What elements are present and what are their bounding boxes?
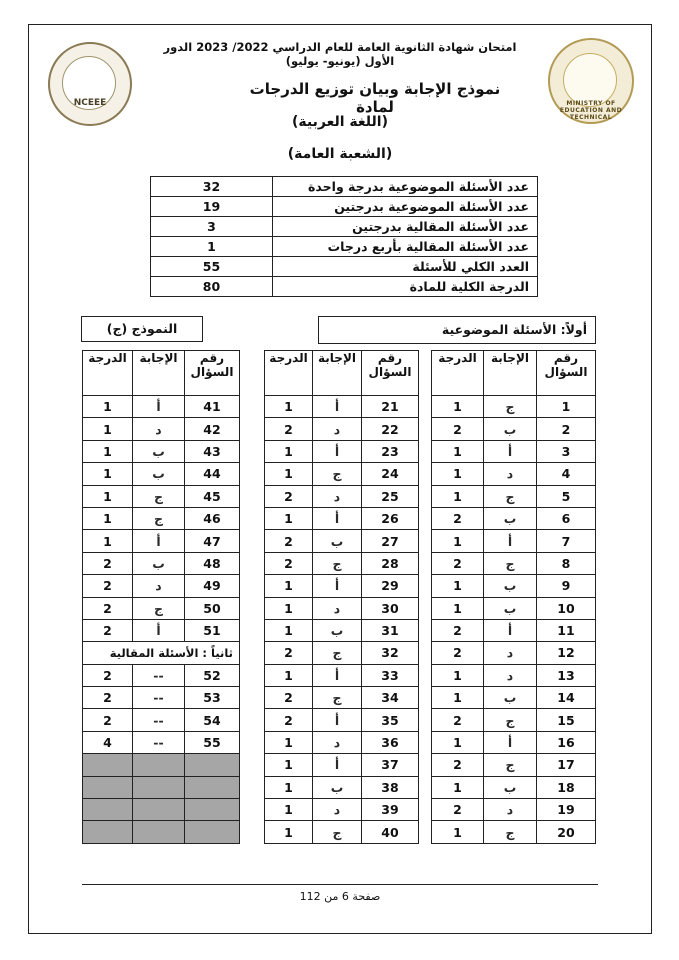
question-number: 38	[362, 776, 419, 798]
answer-choice: ب	[313, 530, 362, 552]
answer-choice: ب	[133, 552, 185, 574]
answer-row	[432, 799, 596, 821]
question-number: 41	[185, 396, 240, 418]
question-grade: 1	[432, 664, 484, 686]
answer-row	[265, 552, 419, 574]
question-grade: 1	[83, 440, 133, 462]
shaded-cell	[83, 754, 133, 776]
answer-choice: ج	[133, 597, 185, 619]
answer-row	[83, 552, 240, 574]
question-grade: 2	[83, 664, 133, 686]
question-number: 16	[537, 731, 596, 753]
answer-choice: أ	[484, 731, 537, 753]
question-number: 35	[362, 709, 419, 731]
answer-choice: د	[313, 418, 362, 440]
question-number: 42	[185, 418, 240, 440]
answer-choice: أ	[313, 754, 362, 776]
blank-row	[83, 821, 240, 843]
answer-choice: --	[133, 664, 185, 686]
question-number: 29	[362, 575, 419, 597]
question-grade: 1	[265, 731, 313, 753]
answer-choice: أ	[484, 619, 537, 641]
answer-row	[83, 597, 240, 619]
answer-row	[265, 597, 419, 619]
col-header-answer: الإجابة	[484, 351, 537, 396]
shaded-cell	[133, 754, 185, 776]
answer-choice: ج	[133, 507, 185, 529]
question-grade: 2	[432, 507, 484, 529]
answer-choice: ب	[313, 619, 362, 641]
summary-value: 55	[151, 257, 273, 277]
answer-choice: ج	[313, 463, 362, 485]
answer-row	[432, 619, 596, 641]
answer-choice: د	[133, 418, 185, 440]
answer-row	[83, 619, 240, 641]
question-number: 48	[185, 552, 240, 574]
answer-choice: ب	[133, 440, 185, 462]
answer-choice: ب	[313, 776, 362, 798]
question-number: 17	[537, 754, 596, 776]
question-number: 50	[185, 597, 240, 619]
answer-row	[265, 731, 419, 753]
question-grade: 4	[83, 731, 133, 753]
answer-row	[265, 821, 419, 843]
question-number: 15	[537, 709, 596, 731]
question-grade: 1	[265, 575, 313, 597]
shaded-cell	[185, 821, 240, 843]
question-number: 11	[537, 619, 596, 641]
shaded-cell	[83, 821, 133, 843]
question-number: 1	[537, 396, 596, 418]
model-label: النموذج (ج)	[81, 316, 203, 342]
question-grade: 2	[265, 709, 313, 731]
question-grade: 1	[432, 440, 484, 462]
col-header-grade: الدرجة	[83, 351, 133, 396]
answer-row	[432, 463, 596, 485]
question-grade: 2	[432, 754, 484, 776]
question-grade: 2	[83, 709, 133, 731]
answer-row	[265, 799, 419, 821]
question-number: 32	[362, 642, 419, 664]
answer-row	[83, 687, 240, 709]
answer-choice: ب	[484, 687, 537, 709]
answer-row	[432, 821, 596, 843]
question-number: 39	[362, 799, 419, 821]
answer-table-3	[82, 350, 240, 844]
answer-row	[265, 530, 419, 552]
question-number: 8	[537, 552, 596, 574]
col-header-answer: الإجابة	[313, 351, 362, 396]
question-number: 45	[185, 485, 240, 507]
answer-row	[432, 396, 596, 418]
question-number: 7	[537, 530, 596, 552]
answer-row	[83, 575, 240, 597]
answer-choice: أ	[313, 709, 362, 731]
col-header-answer: الإجابة	[133, 351, 185, 396]
question-number: 37	[362, 754, 419, 776]
question-number: 24	[362, 463, 419, 485]
question-grade: 1	[432, 463, 484, 485]
answer-choice: د	[313, 485, 362, 507]
answer-choice: د	[313, 597, 362, 619]
answer-choice: ج	[484, 754, 537, 776]
question-number: 30	[362, 597, 419, 619]
question-grade: 1	[432, 821, 484, 843]
answer-table-2	[264, 350, 419, 844]
answer-choice: د	[133, 575, 185, 597]
question-number: 28	[362, 552, 419, 574]
question-grade: 1	[83, 396, 133, 418]
summary-row	[151, 257, 538, 277]
answer-row	[265, 485, 419, 507]
question-grade: 1	[432, 597, 484, 619]
answer-row	[83, 731, 240, 753]
question-grade: 1	[432, 396, 484, 418]
summary-row	[151, 177, 538, 197]
shaded-cell	[83, 799, 133, 821]
ministry-logo-text: MINISTRY OF EDUCATION AND TECHNICAL	[559, 100, 623, 121]
answer-choice: ج	[313, 552, 362, 574]
answer-row	[83, 530, 240, 552]
question-number: 21	[362, 396, 419, 418]
answer-choice: أ	[484, 530, 537, 552]
question-number: 25	[362, 485, 419, 507]
answer-row	[432, 440, 596, 462]
answer-choice: د	[484, 799, 537, 821]
answer-choice: ب	[484, 507, 537, 529]
answer-row	[432, 687, 596, 709]
answer-choice: ب	[484, 776, 537, 798]
question-grade: 1	[432, 485, 484, 507]
blank-row	[83, 754, 240, 776]
answer-choice: أ	[313, 507, 362, 529]
answer-row	[432, 485, 596, 507]
question-number: 3	[537, 440, 596, 462]
answer-choice: ب	[484, 575, 537, 597]
question-number: 26	[362, 507, 419, 529]
question-grade: 2	[265, 530, 313, 552]
question-grade: 1	[83, 530, 133, 552]
question-grade: 1	[83, 485, 133, 507]
answer-choice: أ	[313, 664, 362, 686]
question-number: 53	[185, 687, 240, 709]
answer-choice: د	[313, 731, 362, 753]
answer-row	[265, 418, 419, 440]
answer-choice: ج	[484, 552, 537, 574]
ministry-logo	[548, 38, 634, 124]
answer-choice: أ	[133, 619, 185, 641]
question-number: 5	[537, 485, 596, 507]
question-grade: 1	[83, 418, 133, 440]
question-grade: 2	[265, 552, 313, 574]
answer-row	[265, 709, 419, 731]
question-number: 9	[537, 575, 596, 597]
answer-choice: د	[484, 664, 537, 686]
answer-row	[432, 418, 596, 440]
question-number: 12	[537, 642, 596, 664]
question-grade: 1	[265, 664, 313, 686]
summary-label: عدد الأسئلة الموضوعية بدرجة واحدة	[273, 177, 538, 197]
blank-row	[83, 799, 240, 821]
question-number: 18	[537, 776, 596, 798]
answer-row	[265, 507, 419, 529]
summary-value: 32	[151, 177, 273, 197]
answer-row	[83, 709, 240, 731]
question-grade: 1	[265, 619, 313, 641]
answer-row	[83, 440, 240, 462]
nceee-logo-text: NCEEE	[73, 98, 107, 108]
question-number: 46	[185, 507, 240, 529]
answer-choice: أ	[313, 440, 362, 462]
question-grade: 1	[432, 575, 484, 597]
answer-choice: --	[133, 731, 185, 753]
summary-row	[151, 237, 538, 257]
summary-row	[151, 217, 538, 237]
answer-row	[83, 418, 240, 440]
answer-choice: ج	[313, 687, 362, 709]
question-grade: 2	[83, 619, 133, 641]
answer-row	[432, 597, 596, 619]
answer-choice: د	[313, 799, 362, 821]
answer-choice: د	[484, 642, 537, 664]
page-number: صفحة 6 من 112	[299, 890, 381, 903]
question-number: 49	[185, 575, 240, 597]
question-number: 33	[362, 664, 419, 686]
question-grade: 1	[83, 507, 133, 529]
question-grade: 1	[265, 821, 313, 843]
summary-label: العدد الكلي للأسئلة	[273, 257, 538, 277]
shaded-cell	[83, 776, 133, 798]
question-number: 34	[362, 687, 419, 709]
blank-row	[83, 776, 240, 798]
answer-choice: ج	[484, 821, 537, 843]
answer-row	[265, 575, 419, 597]
essay-header-row	[83, 642, 240, 664]
question-number: 13	[537, 664, 596, 686]
question-number: 55	[185, 731, 240, 753]
question-number: 52	[185, 664, 240, 686]
question-number: 4	[537, 463, 596, 485]
question-number: 23	[362, 440, 419, 462]
question-grade: 1	[432, 731, 484, 753]
answer-row	[265, 776, 419, 798]
question-number: 2	[537, 418, 596, 440]
answer-row	[265, 642, 419, 664]
objective-section-label: أولاً: الأسئلة الموضوعية	[318, 316, 596, 344]
question-number: 22	[362, 418, 419, 440]
col-header-grade: الدرجة	[265, 351, 313, 396]
question-grade: 1	[265, 776, 313, 798]
answer-choice: --	[133, 687, 185, 709]
summary-label: عدد الأسئلة المقالية بدرجتين	[273, 217, 538, 237]
question-number: 6	[537, 507, 596, 529]
answer-row	[432, 776, 596, 798]
answer-row	[432, 642, 596, 664]
answer-choice: ب	[484, 418, 537, 440]
question-number: 14	[537, 687, 596, 709]
question-number: 47	[185, 530, 240, 552]
answer-row	[83, 396, 240, 418]
question-number: 27	[362, 530, 419, 552]
question-number: 20	[537, 821, 596, 843]
shaded-cell	[133, 821, 185, 843]
question-grade: 1	[432, 530, 484, 552]
question-number: 44	[185, 463, 240, 485]
question-number: 10	[537, 597, 596, 619]
shaded-cell	[133, 776, 185, 798]
question-grade: 1	[83, 463, 133, 485]
col-header-num: رقم السؤال	[185, 351, 240, 396]
ministry-eagle-emblem	[563, 53, 617, 107]
essay-section-label: ثانياً : الأسئلة المقالية	[83, 642, 240, 664]
answer-choice: ج	[313, 821, 362, 843]
answer-choice: د	[484, 463, 537, 485]
question-number: 51	[185, 619, 240, 641]
question-grade: 2	[83, 552, 133, 574]
question-grade: 1	[265, 463, 313, 485]
answer-row	[432, 664, 596, 686]
answer-row	[432, 552, 596, 574]
question-number: 19	[537, 799, 596, 821]
footer-divider	[82, 884, 598, 885]
answer-row	[265, 664, 419, 686]
answer-row	[83, 507, 240, 529]
summary-row	[151, 197, 538, 217]
summary-table	[150, 176, 538, 297]
question-grade: 1	[265, 396, 313, 418]
answer-choice: ج	[484, 485, 537, 507]
summary-label: الدرجة الكلية للمادة	[273, 277, 538, 297]
summary-row	[151, 277, 538, 297]
answer-row	[83, 664, 240, 686]
answer-choice: أ	[313, 396, 362, 418]
answer-choice: أ	[484, 440, 537, 462]
answer-row	[432, 731, 596, 753]
question-grade: 1	[265, 507, 313, 529]
question-number: 54	[185, 709, 240, 731]
answer-row	[432, 530, 596, 552]
question-grade: 2	[83, 597, 133, 619]
answer-row	[432, 754, 596, 776]
question-grade: 2	[265, 642, 313, 664]
shaded-cell	[185, 754, 240, 776]
answer-row	[432, 709, 596, 731]
answer-choice: ب	[484, 597, 537, 619]
answer-row	[265, 754, 419, 776]
division-title: (الشعبة العامة)	[287, 146, 393, 162]
shaded-cell	[133, 799, 185, 821]
summary-value: 80	[151, 277, 273, 297]
answer-row	[83, 485, 240, 507]
question-grade: 1	[265, 597, 313, 619]
answer-row	[265, 619, 419, 641]
question-number: 36	[362, 731, 419, 753]
question-grade: 2	[83, 687, 133, 709]
question-grade: 1	[265, 799, 313, 821]
summary-label: عدد الأسئلة المقالية بأربع درجات	[273, 237, 538, 257]
summary-value: 3	[151, 217, 273, 237]
col-header-grade: الدرجة	[432, 351, 484, 396]
answer-choice: ج	[133, 485, 185, 507]
question-grade: 2	[432, 799, 484, 821]
question-grade: 2	[265, 687, 313, 709]
question-grade: 2	[265, 485, 313, 507]
question-grade: 1	[265, 440, 313, 462]
subject-title: (اللغة العربية)	[292, 114, 388, 130]
col-header-num: رقم السؤال	[362, 351, 419, 396]
question-grade: 1	[265, 754, 313, 776]
col-header-num: رقم السؤال	[537, 351, 596, 396]
question-grade: 1	[432, 776, 484, 798]
nceee-logo	[48, 42, 132, 126]
question-grade: 2	[432, 418, 484, 440]
answer-row	[265, 440, 419, 462]
page-title: نموذج الإجابة وبيان توزيع الدرجات لمادة	[249, 80, 501, 116]
answer-table-1	[431, 350, 596, 844]
answer-choice: ج	[313, 642, 362, 664]
answer-choice: أ	[133, 396, 185, 418]
answer-row	[83, 463, 240, 485]
question-grade: 2	[432, 709, 484, 731]
question-grade: 2	[432, 552, 484, 574]
summary-value: 19	[151, 197, 273, 217]
answer-choice: ج	[484, 396, 537, 418]
question-grade: 2	[432, 619, 484, 641]
answer-choice: أ	[313, 575, 362, 597]
answer-choice: أ	[133, 530, 185, 552]
question-grade: 2	[83, 575, 133, 597]
answer-row	[432, 507, 596, 529]
question-grade: 1	[432, 687, 484, 709]
answer-row	[265, 396, 419, 418]
answer-row	[432, 575, 596, 597]
question-number: 40	[362, 821, 419, 843]
question-number: 43	[185, 440, 240, 462]
answer-row	[265, 463, 419, 485]
question-grade: 2	[265, 418, 313, 440]
summary-value: 1	[151, 237, 273, 257]
answer-choice: --	[133, 709, 185, 731]
summary-label: عدد الأسئلة الموضوعية بدرجتين	[273, 197, 538, 217]
question-grade: 2	[432, 642, 484, 664]
shaded-cell	[185, 799, 240, 821]
answer-choice: ب	[133, 463, 185, 485]
answer-row	[265, 687, 419, 709]
question-number: 31	[362, 619, 419, 641]
shaded-cell	[185, 776, 240, 798]
answer-choice: ج	[484, 709, 537, 731]
exam-title: امتحان شهادة الثانوية العامة للعام الدراسي 2022/ 2023 الدور الأول (يونيو- يوليو)	[163, 40, 517, 68]
